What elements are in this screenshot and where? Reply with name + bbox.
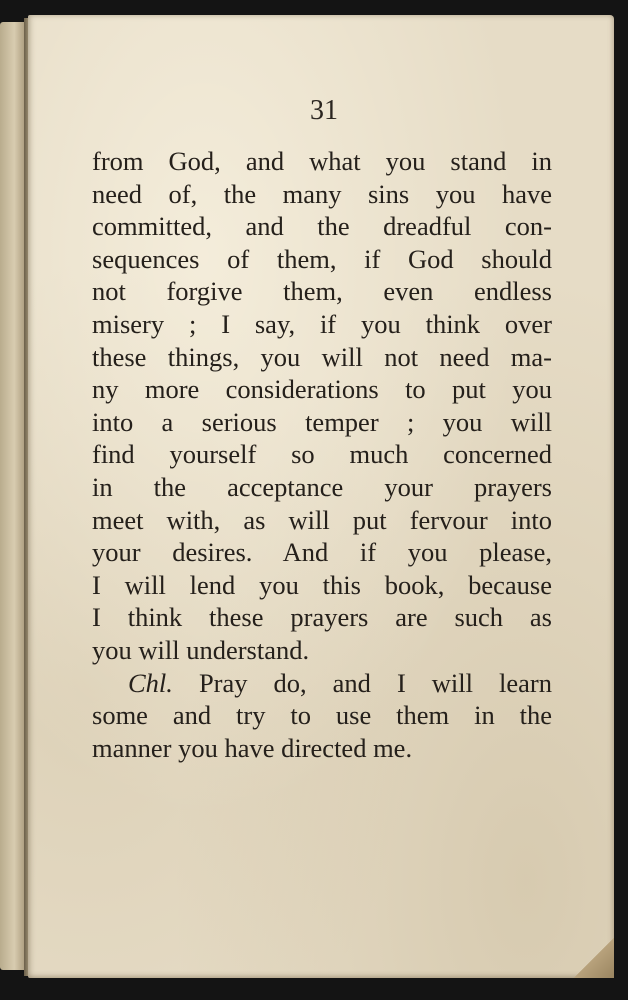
reply-line: [92, 667, 552, 700]
text-line: ny more considerations to put you: [92, 374, 552, 405]
book-page: [28, 15, 614, 978]
reply-text: Pray do, and I will learn: [172, 667, 552, 698]
facing-page-edge: [0, 22, 26, 970]
text-line: I will lend you this book, because: [92, 569, 552, 600]
page-number: 31: [310, 95, 338, 126]
text-line: sequences of them, if God should: [92, 243, 552, 274]
page-text: [92, 145, 552, 764]
text-line: manner you have directed me.: [92, 732, 413, 763]
page-corner: [574, 938, 614, 978]
text-line: I think these prayers are such as: [92, 602, 552, 633]
text-line: misery ; I say, if you think over: [92, 308, 552, 339]
text-line: committed, and the dreadful con-: [92, 211, 552, 242]
speaker-name: Chl.: [128, 667, 173, 698]
text-line: some and try to use them in the: [92, 700, 552, 731]
text-line: not forgive them, even endless: [92, 276, 552, 307]
text-line: your desires. And if you please,: [92, 537, 552, 568]
text-line: these things, you will not need ma-: [92, 341, 552, 372]
text-line: you will understand.: [92, 634, 310, 665]
text-line: meet with, as will put fervour into: [92, 504, 552, 535]
text-line: from God, and what you stand in: [92, 146, 552, 176]
text-line: into a serious temper ; you will: [92, 406, 552, 437]
text-line: find yourself so much concerned: [92, 439, 552, 470]
text-line: need of, the many sins you have: [92, 178, 552, 209]
text-line: in the acceptance your prayers: [92, 471, 552, 502]
